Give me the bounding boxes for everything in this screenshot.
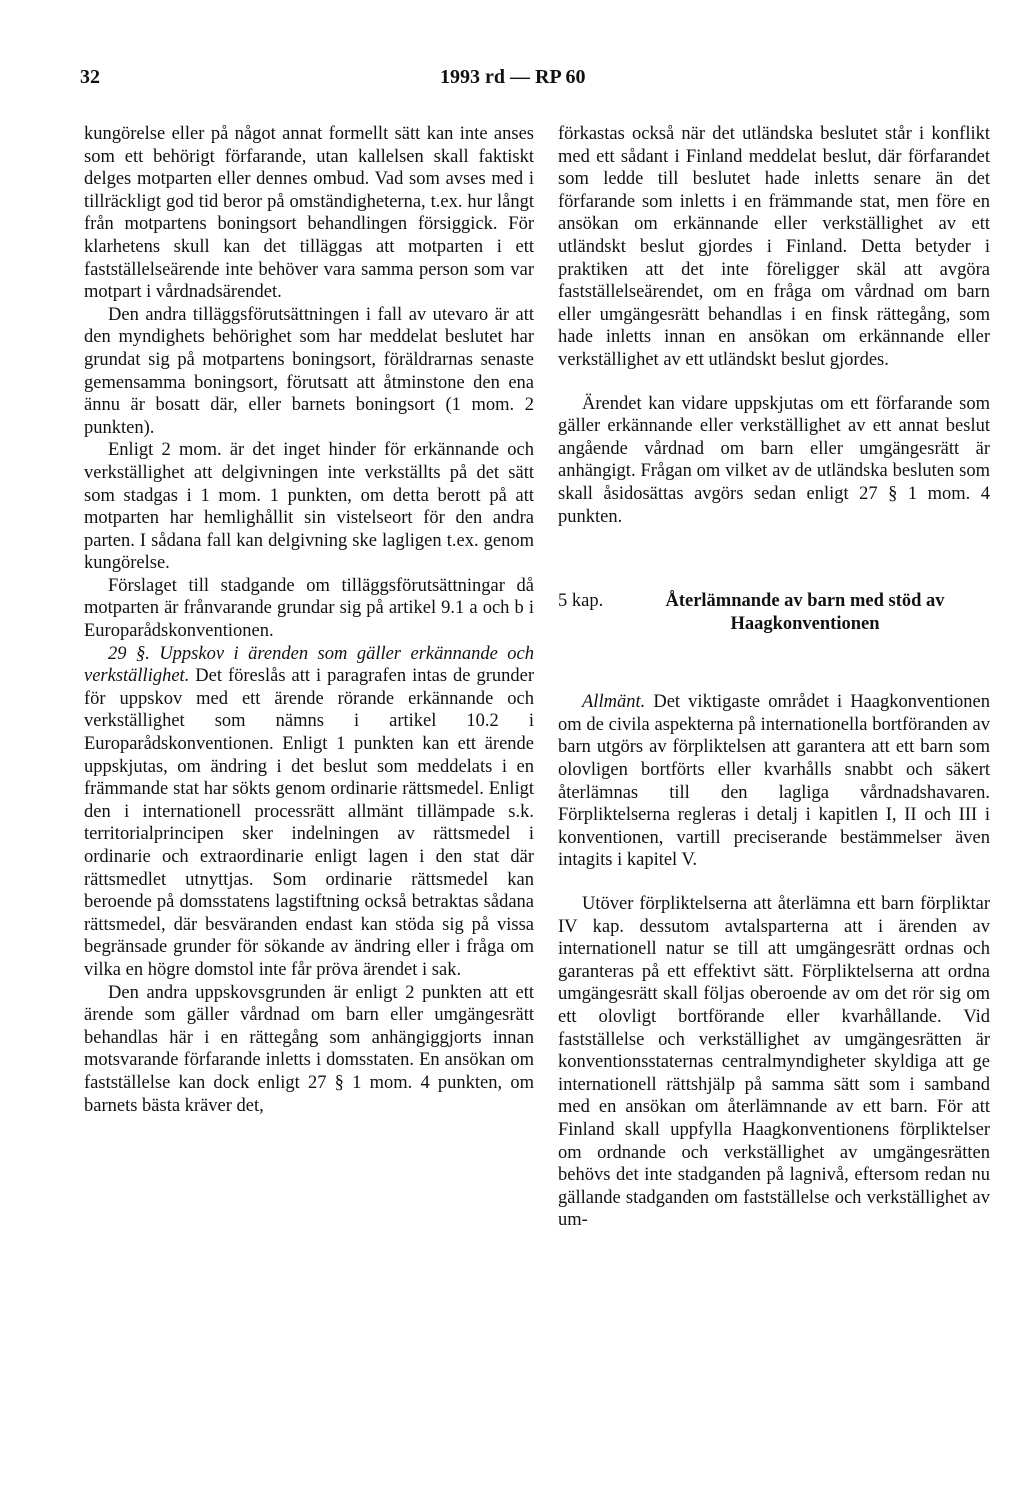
right-column (558, 123, 990, 1232)
left-column (84, 123, 534, 1117)
left-paragraph-4: Förslaget till stadgande om tilläggsförutsättningar då motparten är frånvarande grundar sig på artikel 9.1 a och b i Europarådskonventionen. (84, 575, 534, 642)
chapter-number: 5 kap. (558, 591, 604, 612)
left-paragraph-6: Den andra uppskovsgrunden är enligt 2 punkten att ett ärende som gäller vårdnad om barn eller umgängesrätt behandlas här i en rättegång som anhängiggjorts innan motsvarande förfarande inletts i domsstaten. En ansökan om fastställelse kan dock enligt 27 § 1 mom. 4 punkten, om barnets bästa kräver det, (84, 982, 534, 1116)
running-head: 1993 rd — RP 60 (440, 66, 586, 88)
left-paragraph-5 (84, 643, 534, 982)
right-paragraph-2: Ärendet kan vidare uppskjutas om ett förfarande som gäller erkännande eller verkställighet av ett annat beslut angående vårdnad om barn eller umgängesrätt är anhängigt. Frågan om vilket av de utländska besluten som skall åsidosättas avgörs sedan enligt 27 § 1 mom. 4 punkten. (558, 393, 990, 527)
right-paragraph-3 (558, 691, 990, 872)
left-paragraph-1: kungörelse eller på något annat formellt sätt kan inte anses som ett behörigt förfarande, utan kallelsen skall faktiskt delges motparten eller dennes ombud. Vad som avses med i tillräckligt god tid beror på omständigheterna, t.ex. hur långt från motpartens boningsort behandlingen försiggick. För klarhetens skull kan det tilläggas att motparten i ett fastställelseärende inte behöver vara samma person som var motpart i vårdnadsärendet. (84, 124, 534, 303)
chapter-heading (558, 590, 990, 635)
left-paragraph-5-body: Det föreslås att i paragrafen intas de grunder för uppskov med ett ärende rörande erkännande och verkställighet som nämns i artikel 10.2 i Europarådskonventionen. Enligt 1 punkten kan ett ärende uppskjutas, om ändring i det beslut som meddelats i en främmande stat har sökts genom ordinarie rättsmedel. Enligt den i internationell processrätt allmänt tillämpade s.k. territorialprincipen sker indelningen av rättsmedel i ordinarie och extraordinarie enligt lagen i den stat där rättsmedlet utnyttjas. Som ordinarie rättsmedel kan beroende på domsstatens lagstiftning också betraktas sådana rättsmedel, där besväranden endast kan stöda sig på vissa begränsade grunder för sökande av ändring eller i fråga om vilka en högre domstol inte får pröva ärendet i sak. (84, 666, 534, 980)
right-paragraph-3-body: Det viktigaste området i Haagkonventionen om de civila aspekterna på internationella bortföranden av barn utgörs av förpliktelsen att garantera att ett barn som olovligen bortförts eller kvarhålls snabbt och säkert återlämnas till den lagliga vårdnadshavaren. Förpliktelserna regleras i detalj i kapitlen I, II och III i konventionen, vartill preciserande bestämmelser även intagits i kapitel V. (558, 692, 990, 871)
left-paragraph-3: Enligt 2 mom. är det inget hinder för erkännande och verkställighet att delgivningen inte verkställts på det sätt som stadgas i 1 mom. 1 punkten, om detta berott på att motparten har hemlighållit sin vistelseort för den andra parten. I sådana fall kan delgivning ske lagligen t.ex. genom kungörelse. (84, 440, 534, 574)
chapter-title: Återlämnande av barn med stöd av Haagkonventionen (665, 591, 945, 634)
right-paragraph-1: förkastas också när det utländska beslutet står i konflikt med ett sådant i Finland meddelat beslut, där förfarandet som ledde till beslutet hade inletts senare än det förfarande som inletts i en främmande stat, men före en ansökan om erkännande eller verkställighet av ett utländskt beslut gjordes i Finland. Detta betyder i praktiken att det inte föreligger skäl att avgöra fastställelseärendet, om en fråga om vårdnad om barn eller umgängesrätt behandlas i en finsk rättegång, som hade inletts innan en ansökan om erkännande eller verkställighet av ett utländskt beslut gjordes. (558, 124, 990, 370)
section-29-heading: 29 §. Uppskov i ärenden som gäller erkännande och verkställighet. (84, 643, 534, 687)
general-subheading: Allmänt. (582, 692, 646, 713)
right-paragraph-4: Utöver förpliktelserna att återlämna ett barn förpliktar IV kap. dessutom avtalsparterna att i ärenden av internationell natur se till att umgängesrätt ordnas och garanteras på ett effektivt sätt. Förpliktelserna att ordna umgängesrätt skall följas oberoende av om det rör sig om ett olovligt bortförande eller kvarhållande. Vid fastställelse och verkställighet av umgängesrätten är konventionsstaternas centralmyndigheter skyldiga att ge internationell rättshjälp på samma sätt som i samband med en ansökan om återlämnande av ett barn. För att Finland skall uppfylla Haagkonventionens förpliktelser om ordnande och verkställighet av umgängesrätten behövs det inte stadganden på lagnivå, eftersom redan nu gällande stadganden om fastställelse och verkställighet av um- (558, 894, 990, 1231)
left-paragraph-2: Den andra tilläggsförutsättningen i fall av utevaro är att den myndighets behörighet som har meddelat beslutet har grundat sig på motpartens boningsort, föräldrarnas senaste gemensamma boningsort, förutsatt att åtminstone den ena ännu är bosatt där, eller barnets boningsort (1 mom. 2 punkten). (84, 304, 534, 438)
page-header (80, 66, 984, 92)
page-number: 32 (80, 66, 100, 88)
